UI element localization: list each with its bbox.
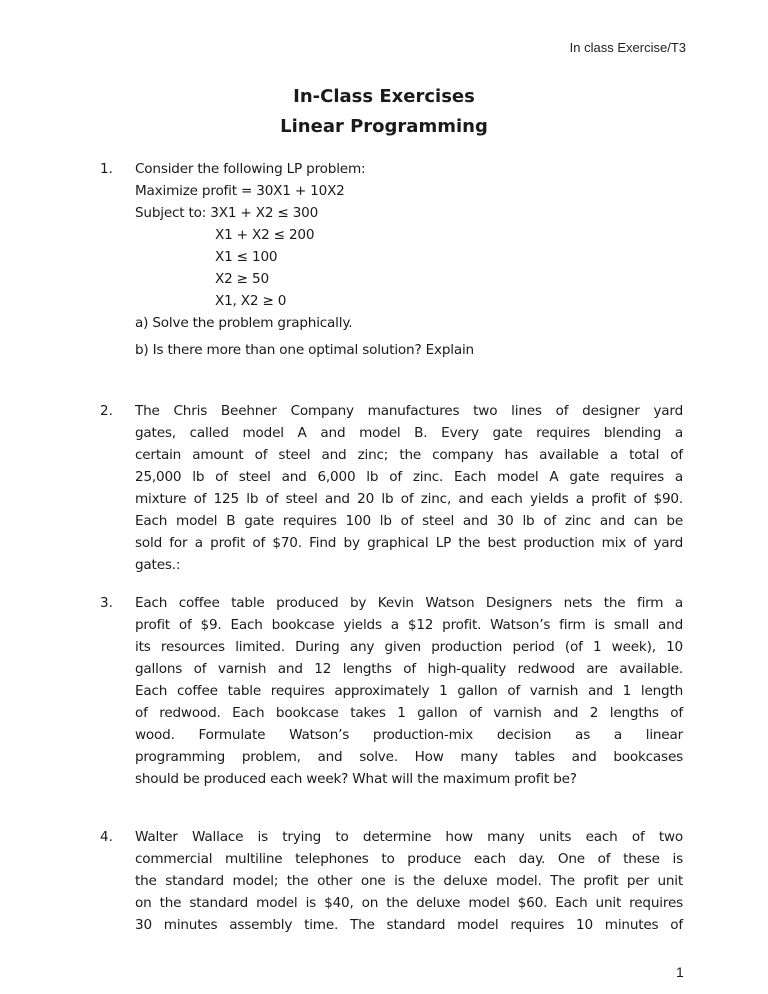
running-header: In class Exercise/T3 — [569, 40, 686, 55]
text-line: gates.: — [135, 557, 181, 573]
constraint-line: X1 ≤ 100 — [215, 249, 278, 265]
text-line: the standard model; the other one is the deluxe model. The profit per unit — [135, 873, 683, 889]
exercise-number: 1. — [100, 161, 113, 177]
sub-question-b: b) Is there more than one optimal solution? Explain — [135, 342, 474, 358]
document-subtitle: Linear Programming — [280, 116, 488, 137]
text-line: gates, called model A and model B. Every gate requires blending a — [135, 425, 683, 441]
text-line: mixture of 125 lb of steel and 20 lb of zinc, and each yields a profit of $90. — [135, 491, 683, 507]
text-line: of redwood. Each bookcase takes 1 gallon of varnish and 2 lengths of — [135, 705, 683, 721]
constraint-line: X1, X2 ≥ 0 — [215, 293, 287, 309]
text-line: profit of $9. Each bookcase yields a $12 profit. Watson’s firm is small and — [135, 617, 683, 633]
text-line: Each coffee table produced by Kevin Watson Designers nets the firm a — [135, 595, 683, 611]
constraint-line: X2 ≥ 50 — [215, 271, 269, 287]
text-line: 25,000 lb of steel and 6,000 lb of zinc. Each model A gate requires a — [135, 469, 683, 485]
text-line: 30 minutes assembly time. The standard model requires 10 minutes of — [135, 917, 683, 933]
text-line: on the standard model is $40, on the deluxe model $60. Each unit requires — [135, 895, 683, 911]
text-line: Walter Wallace is trying to determine how many units each of two — [135, 829, 683, 845]
exercise-number: 2. — [100, 403, 113, 419]
text-line: sold for a profit of $70. Find by graphical LP the best production mix of yard — [135, 535, 683, 551]
text-line: a) Solve the problem graphically. — [135, 315, 353, 331]
text-line: gallons of varnish and 12 lengths of high-quality redwood are available. — [135, 661, 683, 677]
document-title: In-Class Exercises — [293, 86, 475, 107]
text-line: should be produced each week? What will the maximum profit be? — [135, 771, 577, 787]
page-number: 1 — [676, 964, 684, 980]
text-line: Each model B gate requires 100 lb of steel and 30 lb of zinc and can be — [135, 513, 683, 529]
exercise-number: 4. — [100, 829, 113, 845]
text-line: Consider the following LP problem: — [135, 161, 366, 177]
text-line: Maximize profit = 30X1 + 10X2 — [135, 183, 345, 199]
text-line: its resources limited. During any given production period (of 1 week), 10 — [135, 639, 683, 655]
text-line: programming problem, and solve. How many tables and bookcases — [135, 749, 683, 765]
text-line: certain amount of steel and zinc; the company has available a total of — [135, 447, 683, 463]
text-line: Each coffee table requires approximately 1 gallon of varnish and 1 length — [135, 683, 683, 699]
constraint-line: X1 + X2 ≤ 200 — [215, 227, 315, 243]
text-line: commercial multiline telephones to produce each day. One of these is — [135, 851, 683, 867]
constraint-line: Subject to: 3X1 + X2 ≤ 300 — [135, 205, 319, 221]
text-line: The Chris Beehner Company manufactures two lines of designer yard — [135, 403, 683, 419]
text-line: wood. Formulate Watson’s production-mix decision as a linear — [135, 727, 683, 743]
exercise-number: 3. — [100, 595, 113, 611]
